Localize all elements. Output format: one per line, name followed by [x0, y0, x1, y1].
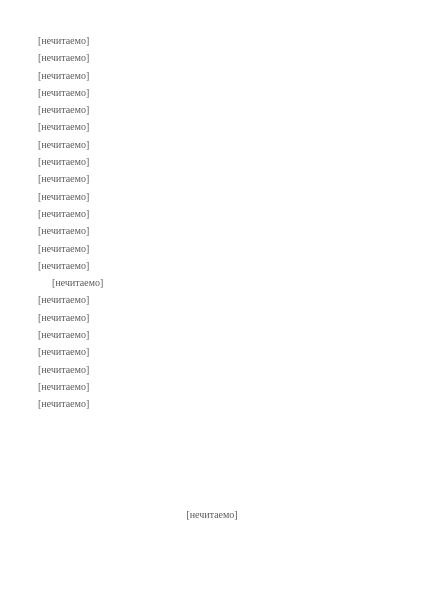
text-line: [нечитаемо]	[38, 399, 90, 411]
body-text	[38, 33, 396, 414]
text-line: [нечитаемо]	[38, 381, 90, 393]
text-line: [нечитаемо]	[38, 174, 90, 186]
text-line: [нечитаемо]	[38, 70, 90, 82]
text-line: [нечитаемо]	[38, 243, 90, 255]
text-line: [нечитаемо]	[38, 36, 90, 47]
text-line: [нечитаемо]	[38, 312, 90, 324]
text-line: [нечитаемо]	[38, 87, 90, 99]
text-line: [нечитаемо]	[38, 122, 90, 134]
paragraph-2	[38, 275, 396, 413]
text-line: [нечитаемо]	[38, 208, 90, 220]
paragraph-1	[38, 33, 396, 275]
text-line: [нечитаемо]	[38, 226, 90, 238]
text-line: [нечитаемо]	[38, 157, 90, 169]
text-line: [нечитаемо]	[38, 191, 90, 203]
text-line: [нечитаемо]	[38, 105, 90, 117]
text-line: [нечитаемо]	[38, 139, 90, 151]
page-number: [нечитаемо]	[186, 510, 238, 521]
text-line: [нечитаемо]	[52, 278, 104, 290]
text-line: [нечитаемо]	[38, 330, 90, 342]
text-line: [нечитаемо]	[38, 364, 90, 376]
text-line: [нечитаемо]	[38, 347, 90, 359]
text-line: [нечитаемо]	[38, 260, 90, 272]
text-line: [нечитаемо]	[38, 53, 90, 65]
text-line: [нечитаемо]	[38, 295, 90, 307]
